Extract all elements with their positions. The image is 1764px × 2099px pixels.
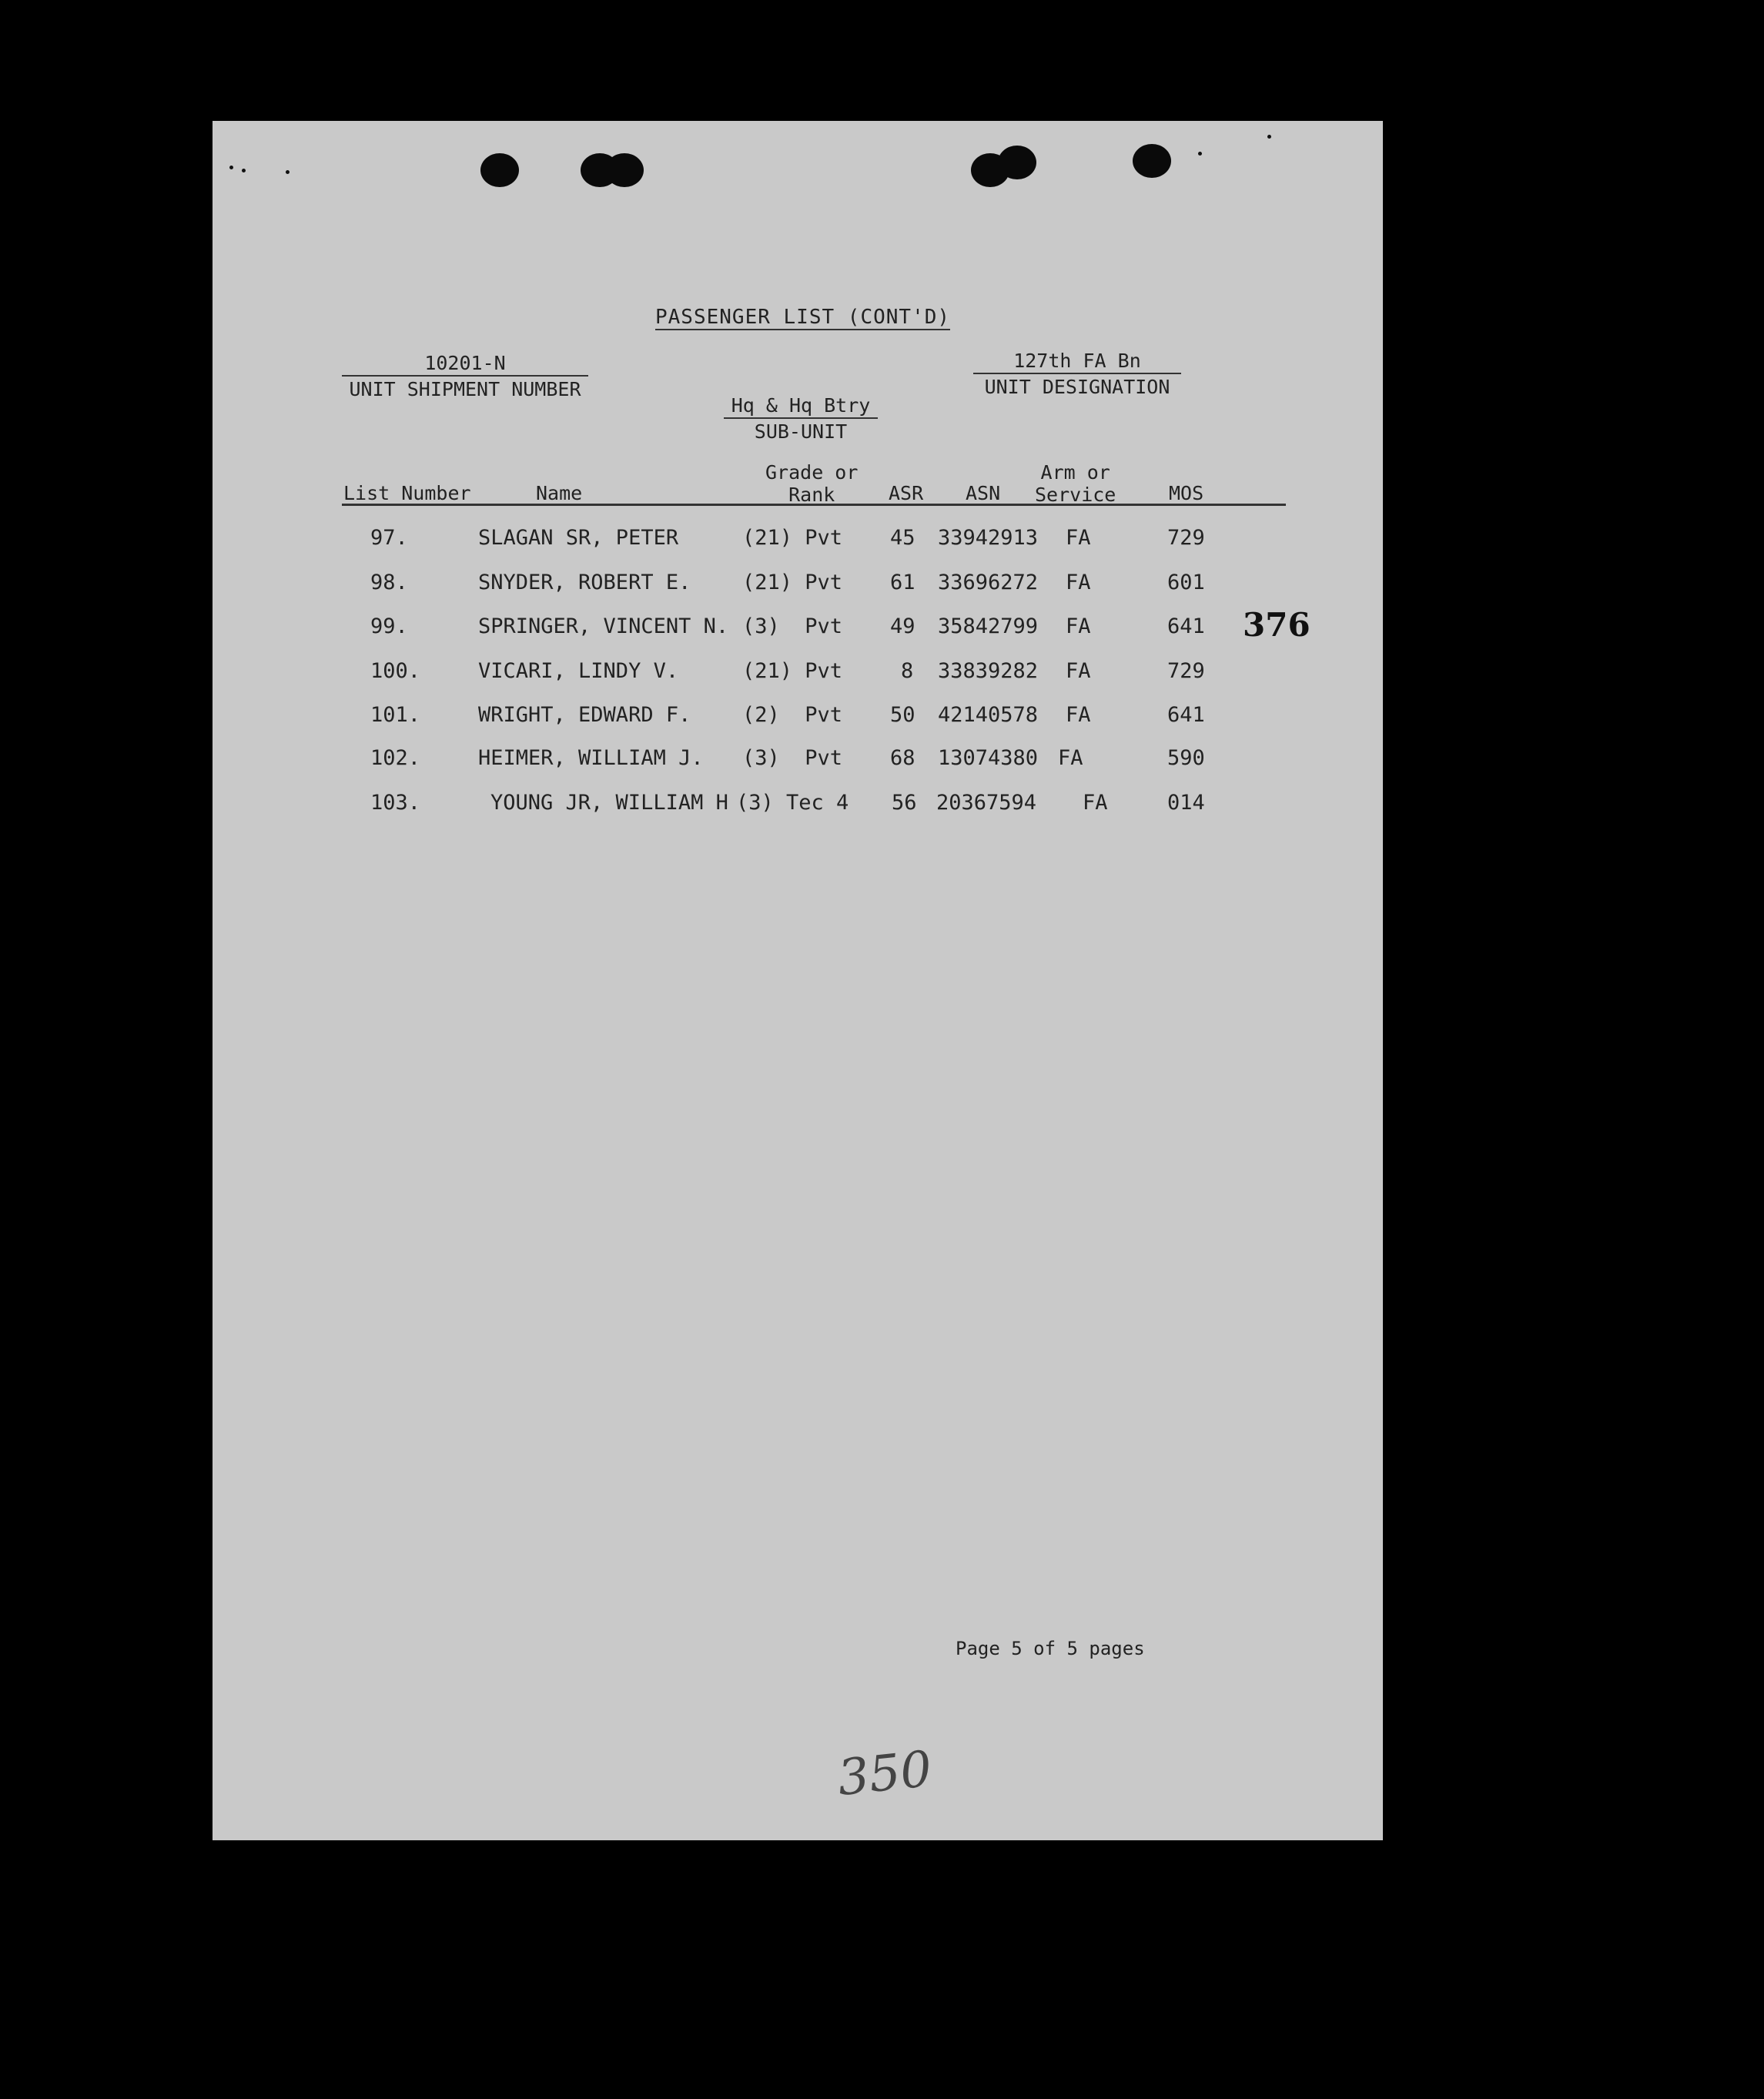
grade-rank: (21) Pvt xyxy=(742,571,843,594)
speck xyxy=(229,166,233,169)
table-row xyxy=(213,614,1383,645)
stamp-number: 376 xyxy=(1243,606,1310,644)
arm-service: FA xyxy=(1066,659,1091,683)
page-footer: Page 5 of 5 pages xyxy=(956,1638,1145,1659)
unit-designation-caption: UNIT DESIGNATION xyxy=(984,376,1170,398)
table-row xyxy=(213,526,1383,557)
list-number: 101. xyxy=(370,703,421,727)
mos: 729 xyxy=(1167,526,1205,550)
passenger-name: WRIGHT, EDWARD F. xyxy=(478,703,691,727)
table-row xyxy=(213,791,1383,822)
arm-service: FA xyxy=(1066,614,1091,638)
grade-rank: (2) Pvt xyxy=(742,703,843,727)
mos: 590 xyxy=(1167,746,1205,770)
grade-rank: (3) Pvt xyxy=(742,614,843,638)
asn: 42140578 xyxy=(938,703,1039,727)
grade-rank: (3) Tec 4 xyxy=(736,791,849,815)
mos: 641 xyxy=(1167,614,1205,638)
table-row xyxy=(213,703,1383,734)
arm-service: FA xyxy=(1058,746,1083,770)
asn: 20367594 xyxy=(936,791,1037,815)
mos: 641 xyxy=(1167,703,1205,727)
list-number: 102. xyxy=(370,746,421,770)
passenger-name: VICARI, LINDY V. xyxy=(478,659,679,683)
speck xyxy=(1198,152,1202,156)
list-number: 103. xyxy=(370,791,421,815)
arm-service: FA xyxy=(1083,791,1108,815)
col-header-mos: MOS xyxy=(1169,482,1204,504)
col-header-asr: ASR xyxy=(889,482,924,504)
table-row xyxy=(213,659,1383,690)
mos: 601 xyxy=(1167,571,1205,594)
asr: 49 xyxy=(890,614,915,638)
punch-hole xyxy=(605,153,644,187)
punch-hole xyxy=(480,153,519,187)
asr: 56 xyxy=(892,791,917,815)
speck xyxy=(242,169,246,172)
asr: 68 xyxy=(890,746,915,770)
table-row xyxy=(213,571,1383,601)
asn: 33942913 xyxy=(938,526,1039,550)
unit-shipment-number: 10201-N xyxy=(342,352,588,377)
grade-rank: (3) Pvt xyxy=(742,746,843,770)
sub-unit-value: Hq & Hq Btry xyxy=(724,394,878,419)
list-number: 97. xyxy=(370,526,408,550)
grade-rank: (21) Pvt xyxy=(742,659,843,683)
col-header-arm: Arm or Service xyxy=(1035,461,1116,506)
asn: 13074380 xyxy=(938,746,1039,770)
punch-hole xyxy=(1133,144,1171,178)
asr: 61 xyxy=(890,571,915,594)
asn: 33839282 xyxy=(938,659,1039,683)
col-header-grade: Grade or Rank xyxy=(765,461,859,506)
list-number: 99. xyxy=(370,614,408,638)
sub-unit-caption: SUB-UNIT xyxy=(754,420,848,443)
speck xyxy=(286,170,290,174)
passenger-name: SPRINGER, VINCENT N. xyxy=(478,614,729,638)
unit-shipment-field xyxy=(342,352,588,400)
asn: 35842799 xyxy=(938,614,1039,638)
col-header-asn: ASN xyxy=(966,482,1001,504)
asr: 8 xyxy=(901,659,914,683)
list-number: 100. xyxy=(370,659,421,683)
mos: 729 xyxy=(1167,659,1205,683)
speck xyxy=(1267,135,1271,139)
asr: 45 xyxy=(890,526,915,550)
arm-service: FA xyxy=(1066,526,1091,550)
table-row xyxy=(213,746,1383,777)
unit-designation-value: 127th FA Bn xyxy=(973,350,1181,374)
document-page xyxy=(213,121,1383,1840)
arm-service: FA xyxy=(1066,571,1091,594)
asr: 50 xyxy=(890,703,915,727)
grade-rank: (21) Pvt xyxy=(742,526,843,550)
passenger-name: SNYDER, ROBERT E. xyxy=(478,571,691,594)
arm-service: FA xyxy=(1066,703,1091,727)
document-title: PASSENGER LIST (CONT'D) xyxy=(655,306,951,329)
passenger-name: YOUNG JR, WILLIAM H xyxy=(490,791,728,815)
list-number: 98. xyxy=(370,571,408,594)
asn: 33696272 xyxy=(938,571,1039,594)
handwritten-number: 350 xyxy=(835,1740,935,1808)
passenger-name: HEIMER, WILLIAM J. xyxy=(478,746,704,770)
mos: 014 xyxy=(1167,791,1205,815)
col-header-name: Name xyxy=(536,482,583,504)
sub-unit-field xyxy=(724,394,878,443)
unit-designation-field xyxy=(973,350,1181,398)
punch-hole xyxy=(998,146,1036,179)
header-rule xyxy=(342,504,1286,506)
passenger-name: SLAGAN SR, PETER xyxy=(478,526,679,550)
col-header-list-number: List Number xyxy=(343,482,471,504)
unit-shipment-caption: UNIT SHIPMENT NUMBER xyxy=(349,378,581,400)
